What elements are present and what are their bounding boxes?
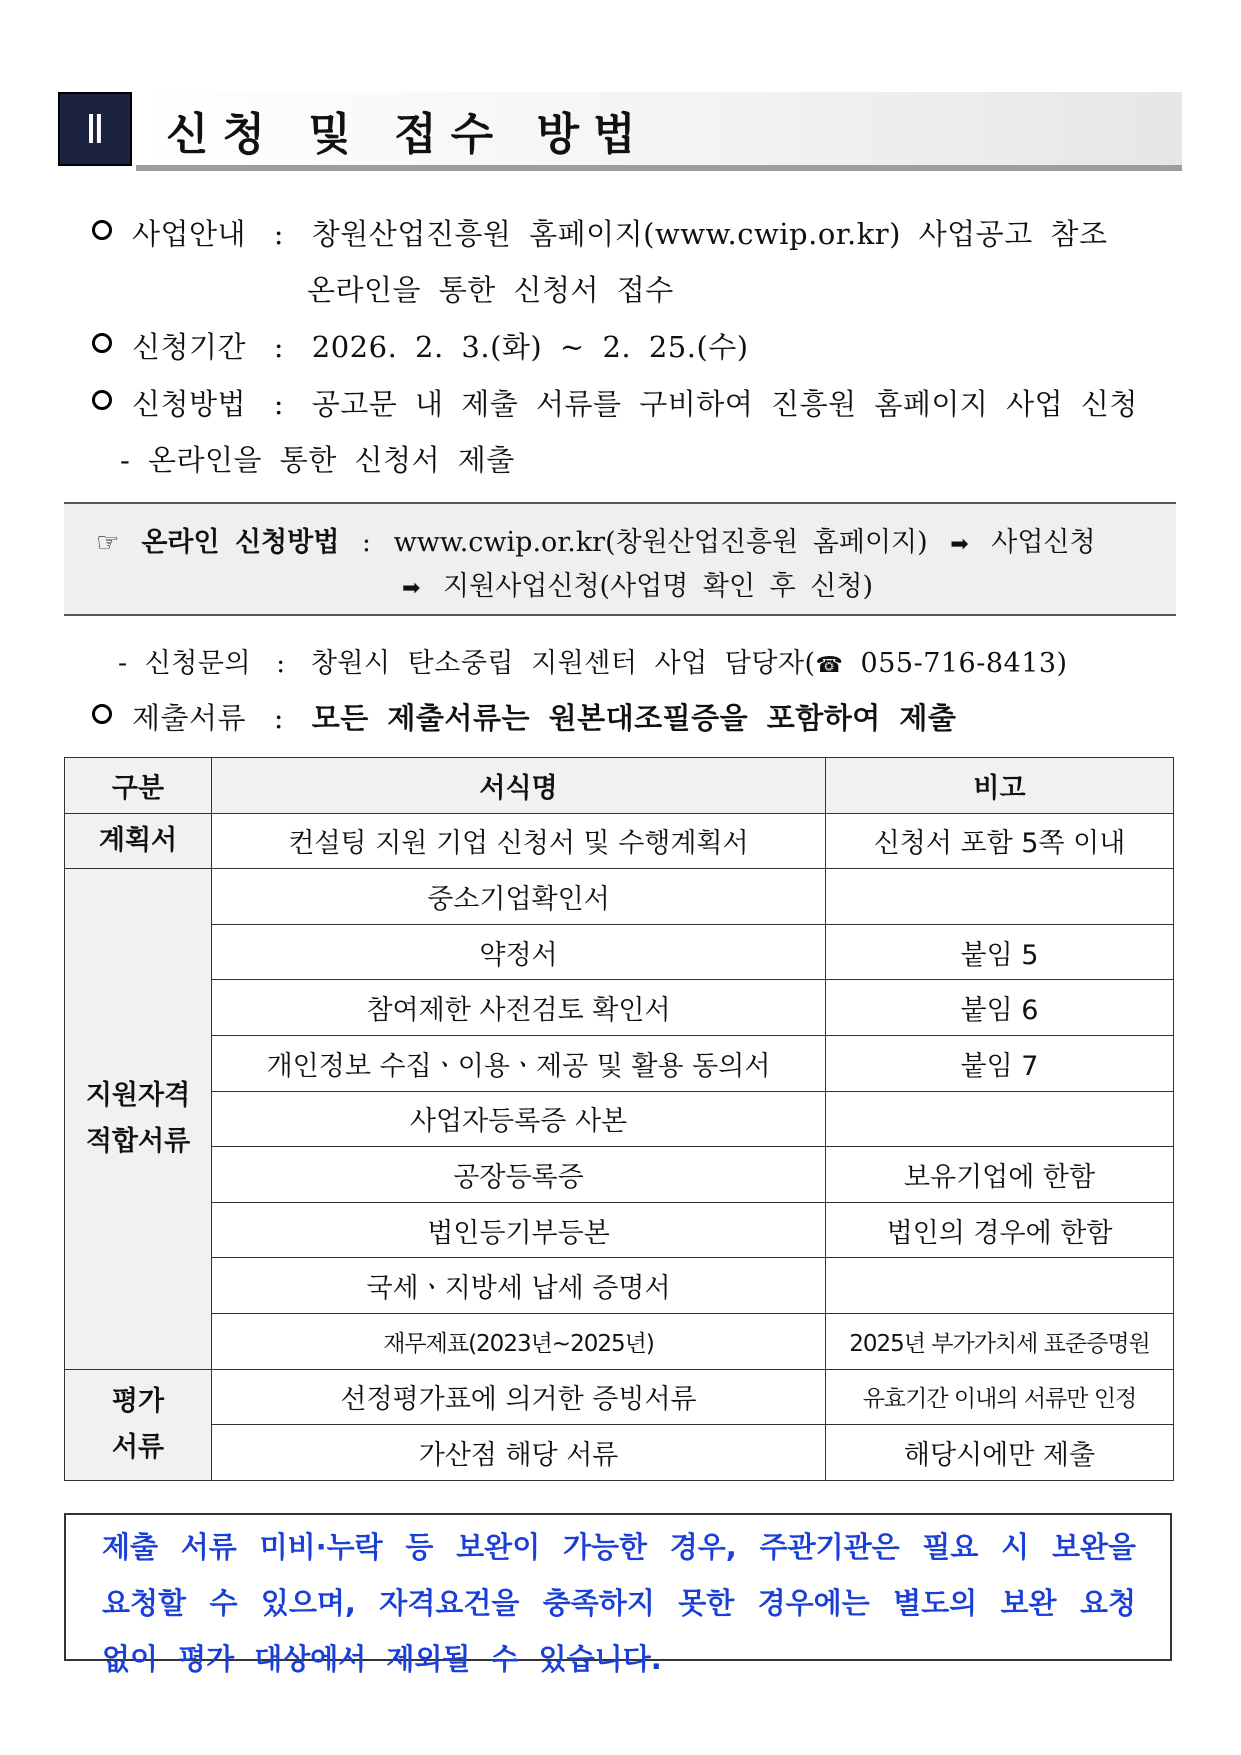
table-header-form-name: 서식명 [212,758,826,814]
online-application-line-1 [96,520,1096,559]
table-row [65,1202,1174,1258]
bullet-method-sep: : [273,387,285,421]
bullet-info-sep: : [273,217,285,251]
table-cell-note: 붙임 6 [826,980,1174,1036]
supplement-notice: 제출 서류 미비·누락 등 보완이 가능한 경우, 주관기관은 필요 시 보완을 요청할 수 있으며, 자격요건을 충족하지 못한 경우에는 별도의 보완 요청 없이 평가 대상에서 제외될 수 있습니다. [64,1513,1172,1661]
bullet-period [92,325,749,366]
table-category-eligibility-line2: 적합서류 [85,1125,191,1157]
bullet-info-text: 창원산업진흥원 홈페이지(www.cwip.or.kr) 사업공고 참조 [311,217,1108,251]
table-row [65,1035,1174,1091]
table-cell-form-name: 가산점 해당 서류 [212,1425,826,1481]
bullet-info [92,212,1107,253]
table-cell-note: 보유기업에 한함 [826,1147,1174,1203]
bullet-method-sub: - 온라인을 통한 신청서 제출 [120,443,515,477]
bullet-period-label: 신청기간 [132,330,247,364]
table-cell-form-name: 사업자등록증 사본 [212,1091,826,1147]
online-application-url: www.cwip.or.kr(창원산업진흥원 홈페이지) [393,527,928,558]
table-category-evaluation-line1: 평가 [111,1385,165,1417]
table-category-evaluation-line2: 서류 [111,1431,165,1463]
pointing-hand-icon: ☞ [96,528,120,558]
inquiry-sep: : [276,648,286,679]
inquiry-phone: 055-716-8413) [860,648,1068,679]
table-cell-form-name: 중소기업확인서 [212,869,826,925]
table-cell-form-name: 재무제표(2023년~2025년) [212,1313,826,1369]
online-application-step2: 지원사업신청(사업명 확인 후 신청) [443,571,873,602]
table-row [65,1147,1174,1203]
table-row [65,924,1174,980]
arrow-right-icon: ➡ [950,532,969,557]
section-header [58,92,1182,172]
circle-bullet-icon [92,390,112,410]
table-row [65,1425,1174,1481]
table-cell-note: 신청서 포함 5쪽 이내 [826,813,1174,869]
section-number: Ⅱ [58,92,132,166]
table-row [65,869,1174,925]
table-cell-note [826,1091,1174,1147]
table-header-note: 비고 [826,758,1174,814]
online-application-line-2 [394,564,873,603]
phone-icon: ☎ [815,653,844,678]
bullet-docs-text: 모든 제출서류는 원본대조필증을 포함하여 제출 [311,701,957,735]
bullet-info-label: 사업안내 [132,217,247,251]
table-category-eligibility [65,869,212,1369]
section-rule [136,165,1182,171]
bullet-method-label: 신청방법 [132,387,247,421]
table-row [65,813,1174,869]
table-category-evaluation [65,1369,212,1480]
table-row [65,1091,1174,1147]
table-row [65,1369,1174,1425]
table-row [65,1258,1174,1314]
table-row [65,1313,1174,1369]
bullet-docs [92,696,956,737]
bullet-docs-label: 제출서류 [132,701,247,735]
table-category-plan: 계획서 [65,813,212,869]
table-cell-note: 법인의 경우에 한함 [826,1202,1174,1258]
bullet-docs-sep: : [273,701,285,735]
table-cell-form-name: 약정서 [212,924,826,980]
table-cell-form-name: 국세ㆍ지방세 납세 증명서 [212,1258,826,1314]
bullet-period-sep: : [273,330,285,364]
circle-bullet-icon [92,220,112,240]
table-cell-form-name: 컨설팅 지원 기업 신청서 및 수행계획서 [212,813,826,869]
table-cell-note [826,869,1174,925]
bullet-period-text: 2026. 2. 3.(화) ~ 2. 25.(수) [311,330,749,364]
arrow-right-icon: ➡ [402,576,421,601]
online-application-step1: 사업신청 [991,527,1096,558]
documents-table [64,757,1174,1481]
online-application-label: 온라인 신청방법 [141,527,340,558]
bullet-info-continued: 온라인을 통한 신청서 접수 [307,273,674,307]
table-cell-note: 2025년 부가가치세 표준증명원 [826,1313,1174,1369]
table-cell-form-name: 공장등록증 [212,1147,826,1203]
inquiry-text: 창원시 탄소중립 지원센터 사업 담당자( [310,648,816,679]
table-cell-note: 붙임 7 [826,1035,1174,1091]
table-row [65,980,1174,1036]
bullet-method-text: 공고문 내 제출 서류를 구비하여 진흥원 홈페이지 사업 신청 [311,387,1138,421]
bullet-method [92,382,1138,423]
table-cell-note: 해당시에만 제출 [826,1425,1174,1481]
section-title: 신청 및 접수 방법 [166,109,650,160]
table-header-row [65,758,1174,814]
table-cell-form-name: 개인정보 수집ㆍ이용ㆍ제공 및 활용 동의서 [212,1035,826,1091]
table-cell-form-name: 선정평가표에 의거한 증빙서류 [212,1369,826,1425]
table-cell-note: 유효기간 이내의 서류만 인정 [826,1369,1174,1425]
circle-bullet-icon [92,333,112,353]
table-cell-form-name: 법인등기부등본 [212,1202,826,1258]
table-category-eligibility-line1: 지원자격 [85,1079,191,1111]
table-cell-note [826,1258,1174,1314]
table-header-category: 구분 [65,758,212,814]
inquiry-line [118,641,1068,680]
table-cell-note: 붙임 5 [826,924,1174,980]
inquiry-prefix: - 신청문의 [118,648,252,679]
table-cell-form-name: 참여제한 사전검토 확인서 [212,980,826,1036]
online-application-box [64,502,1176,616]
online-application-sep: : [361,527,371,558]
circle-bullet-icon [92,704,112,724]
